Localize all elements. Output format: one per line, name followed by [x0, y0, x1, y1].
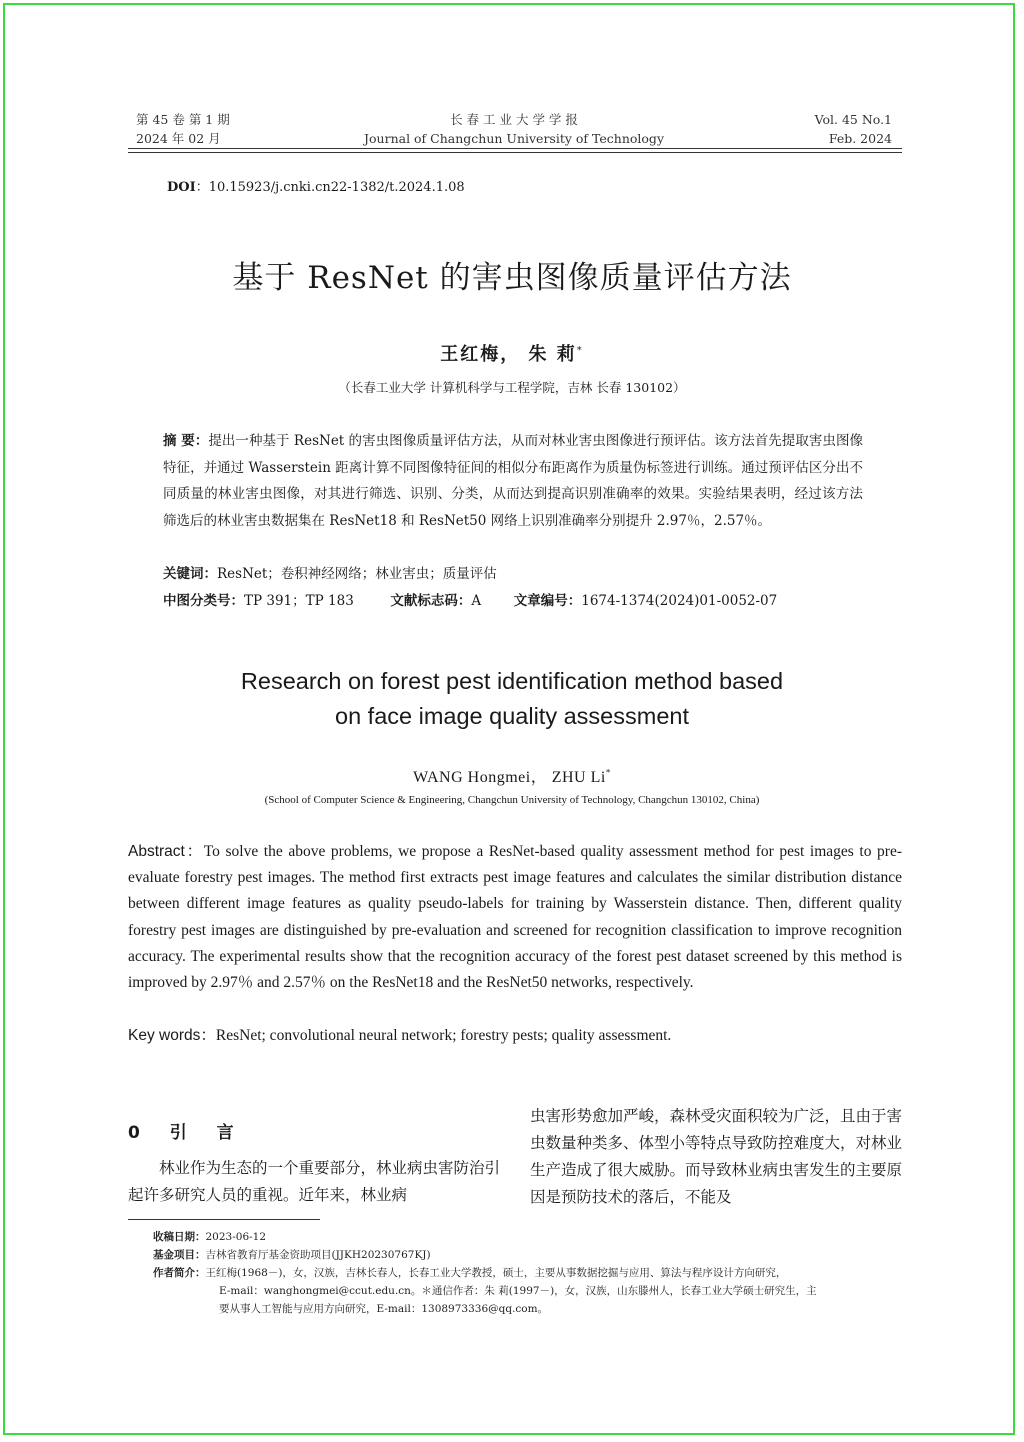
author-bio-line1: 王红梅(1968－)，女，汉族，吉林长春人，长春工业大学教授，硕士，主要从事数据挖掘与应用、算法与程序设计方向研究，: [205, 1267, 787, 1279]
fund-value: 吉林省教育厅基金资助项目(JJKH20230767KJ): [205, 1249, 431, 1261]
corresponding-mark-en: *: [605, 767, 611, 778]
keywords-en: [128, 1023, 671, 1045]
article-number-value: 1674-1374(2024)01-0052-07: [581, 593, 778, 609]
keywords-cn: [163, 562, 497, 582]
author-bio-line3: 要从事人工智能与应用方向研究，E-mail：1308973336@qq.com。: [219, 1303, 549, 1315]
abstract-cn-label: 摘 要：: [163, 433, 209, 449]
paper-title-en: [0, 664, 1024, 734]
journal-name-cn: 长 春 工 业 大 学 学 报: [450, 112, 578, 127]
abstract-en: [128, 839, 902, 996]
keywords-en-text: ResNet; convolutional neural network; forestry pests; quality assessment.: [215, 1027, 672, 1044]
doi-line: [167, 176, 465, 195]
article-number-label: 文章编号：: [513, 593, 582, 609]
volume-issue: 第 45 卷 第 1 期: [136, 112, 230, 127]
abstract-cn-text: 提出一种基于 ResNet 的害虫图像质量评估方法，从而对林业害虫图像进行预评估。该方法首先提取害虫图像特征，并通过 Wasserstein 距离计算不同图像特征间的相似分布距离作为质量伪标签进行训练。通过预评估区分出不同质量的林业害虫图像，对其进行筛选、识别、分类，从而达到提高识别准确率的效果。实验结果表明，经过该方法筛选后的林业害虫数据集在 ResNet18 和 ResNet50 网络上识别准确率分别提升 2.97％，2.57％。: [163, 433, 863, 529]
fund-info: [153, 1246, 903, 1264]
footnotes: [153, 1228, 903, 1318]
author-bio-line2: E-mail：wanghongmei@ccut.edu.cn。＊通信作者：朱 莉(1997－)，女，汉族，山东滕州人，长春工业大学硕士研究生，主: [219, 1285, 817, 1297]
classification-line: [163, 589, 777, 609]
abstract-en-text: To solve the above problems, we propose a ResNet-based quality assessment method for pest images to pre-evaluate forestry pest images. The method first extracts pest image features and calculates the similar distribution distance between different image features as quality pseudo-labels for training by Wasserstein distance. Then, different quality forestry pest images are distinguished by pre-evaluation and screened for recognition classification to improve recognition accuracy. The experimental results show that the recognition accuracy of the forest pest dataset screened by this method is improved by 2.97％ and 2.57％ on the ResNet18 and the ResNet50 networks, respectively.: [128, 843, 902, 992]
journal-name-en: Journal of Changchun University of Technology: [364, 131, 664, 146]
footnote-rule: [128, 1219, 320, 1220]
affiliation-en: (School of Computer Science & Engineering, Changchun University of Technology, Changchun 130102, China): [264, 794, 760, 806]
volume-issue-en: Vol. 45 No.1: [814, 112, 892, 127]
affiliation-cn: （长春工业大学 计算机科学与工程学院，吉林 长春 130102）: [338, 380, 686, 395]
doi-value: ：10.15923/j.cnki.cn22-1382/t.2024.1.08: [195, 180, 465, 195]
received-date: [153, 1228, 903, 1246]
clc-value: TP 391；TP 183: [244, 593, 354, 609]
fund-label: 基金项目：: [153, 1249, 206, 1261]
received-value: 2023-06-12: [205, 1231, 267, 1243]
journal-header: [136, 110, 892, 148]
issue-info-en: [815, 110, 892, 148]
author-bio-label: 作者简介：: [153, 1267, 206, 1279]
header-rule-thin: [128, 152, 902, 153]
author-names-cn: 王红梅， 朱 莉: [440, 344, 577, 365]
paper-title-cn: 基于 ResNet 的害虫图像质量评估方法: [232, 260, 792, 296]
doc-code-label: 文献标志码：: [390, 593, 472, 609]
abstract-cn: [163, 428, 863, 534]
header-rule-thick: [128, 148, 902, 149]
keywords-cn-label: 关键词：: [163, 566, 217, 582]
received-label: 收稿日期：: [153, 1231, 206, 1243]
author-bio: [153, 1264, 903, 1282]
authors-cn: [0, 340, 1024, 366]
author-names-en: WANG Hongmei， ZHU Li: [413, 769, 606, 786]
keywords-en-label: Key words：: [128, 1027, 216, 1044]
title-en-line1: Research on forest pest identification method based: [240, 668, 784, 694]
body-text-right: 虫害形势愈加严峻，森林受灾面积较为广泛，且由于害虫数量种类多、体型小等特点导致防控难度大，对林业生产造成了很大威胁。而导致林业病虫害发生的主要原因是预防技术的落后，不能及: [530, 1107, 903, 1206]
doi-label: DOI: [167, 180, 196, 195]
journal-name: [136, 110, 892, 148]
doc-code-value: A: [471, 593, 482, 609]
body-text-left: 林业作为生态的一个重要部分，林业病虫害防治引起许多研究人员的重视。近年来，林业病: [128, 1159, 501, 1204]
issue-date: 2024 年 02 月: [136, 131, 221, 146]
corresponding-mark: *: [576, 345, 584, 356]
section-heading: 0 引 言: [128, 1123, 246, 1143]
title-en-line2: on face image quality assessment: [335, 703, 689, 729]
issue-date-en: Feb. 2024: [828, 131, 892, 146]
clc-label: 中图分类号：: [163, 593, 244, 609]
keywords-cn-text: ResNet；卷积神经网络；林业害虫；质量评估: [217, 566, 497, 582]
authors-en: [0, 764, 1024, 787]
abstract-en-label: Abstract：: [128, 843, 204, 860]
